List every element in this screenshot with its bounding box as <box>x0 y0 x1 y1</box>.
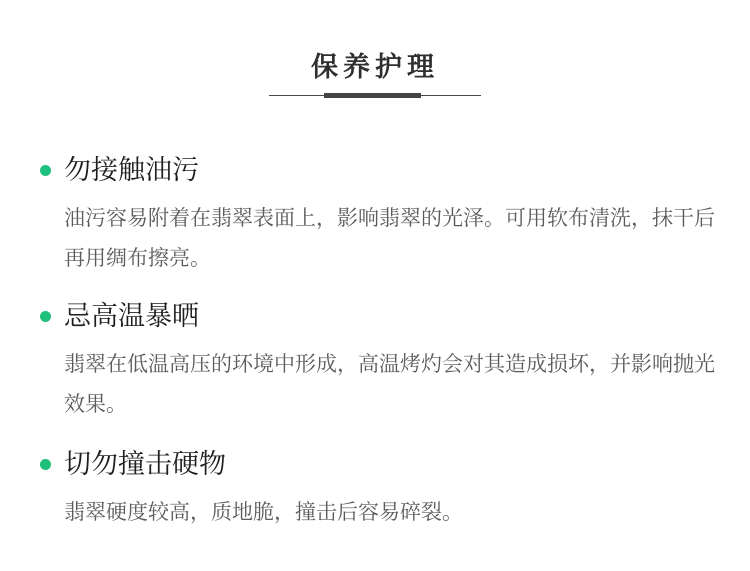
section-body: 翡翠硬度较高，质地脆，撞击后容易碎裂。 <box>64 500 463 524</box>
bullet-dot-icon <box>40 165 51 176</box>
section-heading: 忌高温暴晒 <box>64 301 199 332</box>
bullet-dot-icon <box>40 459 51 470</box>
section-heading: 切勿撞击硬物 <box>64 449 226 480</box>
bullet-dot-icon <box>40 311 51 322</box>
care-section-oil <box>40 154 720 278</box>
section-heading: 勿接触油污 <box>64 155 199 186</box>
title-divider-accent <box>324 93 421 98</box>
care-section-impact <box>40 448 720 532</box>
section-body: 翡翠在低温高压的环境中形成，高温烤灼会对其造成损坏，并影响抛光效果。 <box>64 352 715 416</box>
section-body: 油污容易附着在翡翠表面上，影响翡翠的光泽。可用软布清洗，抹干后再用绸布擦亮。 <box>64 206 715 270</box>
care-section-heat <box>40 300 720 424</box>
page-title: 保养护理 <box>311 52 439 83</box>
